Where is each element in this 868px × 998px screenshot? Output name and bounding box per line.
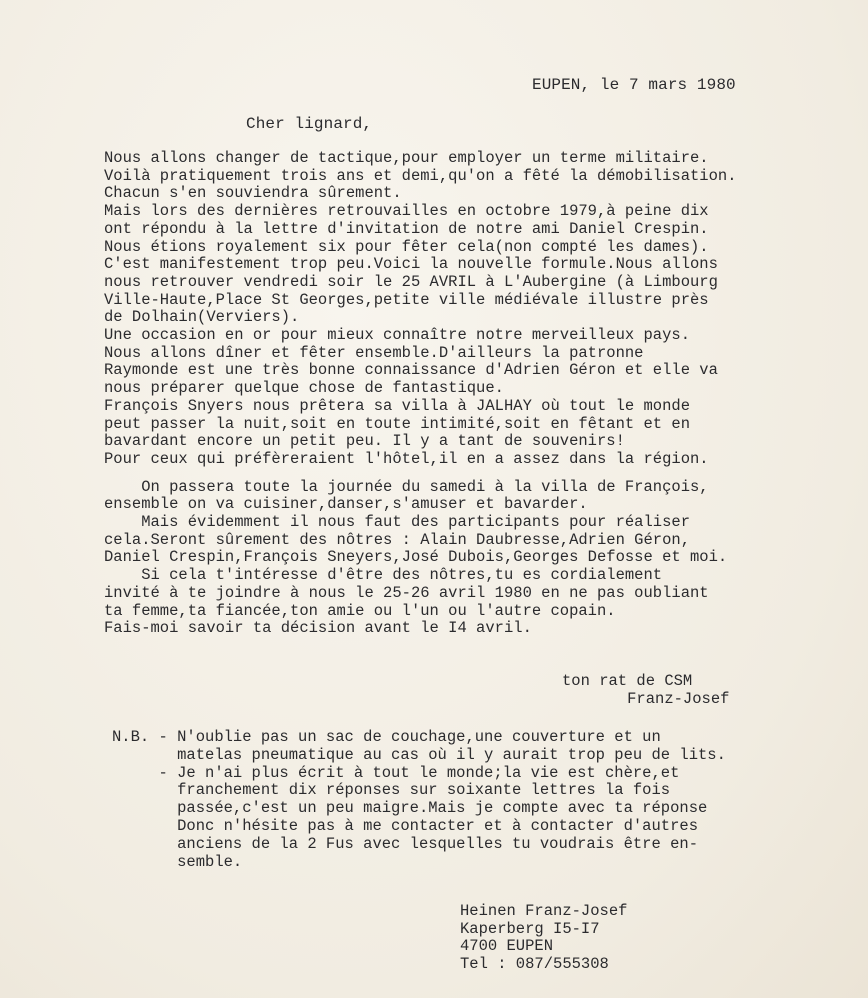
body-line: cela.Seront sûrement des nôtres : Alain Daubresse,Adrien Géron, bbox=[104, 530, 690, 549]
body-line: Pour ceux qui préfèreraient l'hôtel,il en a assez dans la région. bbox=[104, 449, 709, 468]
address-line: Heinen Franz-Josef bbox=[460, 902, 628, 920]
nb-line: Donc n'hésite pas à me contacter et à contacter d'autres bbox=[112, 816, 698, 835]
sender-address bbox=[460, 903, 627, 973]
body-line: ensemble on va cuisiner,danser,s'amuser et bavarder. bbox=[104, 495, 588, 514]
body-line: Daniel Crespin,François Sneyers,José Dubois,Georges Defosse et moi. bbox=[104, 548, 728, 567]
salutation: Cher lignard, bbox=[246, 115, 373, 133]
body-line: François Snyers nous prêtera sa villa à JALHAY où tout le monde bbox=[104, 396, 690, 415]
body-line: nous préparer quelque chose de fantastique. bbox=[104, 379, 504, 398]
letter-body bbox=[104, 150, 737, 638]
body-line: ont répondu à la lettre d'invitation de notre ami Daniel Crespin. bbox=[104, 219, 709, 238]
nb-line: franchement dix réponses sur soixante lettres la fois bbox=[112, 781, 671, 800]
body-line: Une occasion en or pour mieux connaître notre merveilleux pays. bbox=[104, 326, 690, 345]
body-line: peut passer la nuit,soit en toute intimité,soit en fêtant et en bbox=[104, 414, 690, 433]
body-line: Voilà pratiquement trois ans et demi,qu'on a fêté la démobilisation. bbox=[104, 166, 737, 185]
nb-line: passée,c'est un peu maigre.Mais je compte avec ta réponse bbox=[112, 799, 708, 818]
address-line: Tel : 087/555308 bbox=[460, 954, 609, 973]
body-line: C'est manifestement trop peu.Voici la nouvelle formule.Nous allons bbox=[104, 255, 718, 274]
body-line: Chacun s'en souviendra sûrement. bbox=[104, 184, 402, 203]
body-line: bavardant encore un petit peu. Il y a tant de souvenirs! bbox=[104, 432, 625, 451]
nb-line: N.B. - N'oublie pas un sac de couchage,une couverture et un bbox=[112, 728, 661, 746]
signoff bbox=[562, 672, 729, 708]
nb-line: matelas pneumatique au cas où il y aurait trop peu de lits. bbox=[112, 745, 726, 764]
nb-line: - Je n'ai plus écrit à tout le monde;la vie est chère,et bbox=[112, 763, 680, 782]
body-line: Si cela t'intéresse d'être des nôtres,tu es cordialement bbox=[104, 566, 663, 585]
nb-line: anciens de la 2 Fus avec lesquelles tu voudrais être en- bbox=[112, 834, 698, 853]
address-line: Kaperberg I5-I7 bbox=[460, 919, 600, 938]
body-line: Mais lors des dernières retrouvailles en octobre 1979,à peine dix bbox=[104, 202, 709, 221]
signoff-line: Franz-Josef bbox=[562, 690, 730, 708]
body-line: Mais évidemment il nous faut des participants pour réaliser bbox=[104, 513, 690, 532]
body-line: Fais-moi savoir ta décision avant le I4 avril. bbox=[104, 619, 532, 638]
body-line: Ville-Haute,Place St Georges,petite ville médiévale illustre près bbox=[104, 290, 709, 309]
body-line: invité à te joindre à nous le 25-26 avril 1980 en ne pas oubliant bbox=[104, 583, 709, 602]
body-line: Nous étions royalement six pour fêter cela(non compté les dames). bbox=[104, 237, 709, 256]
body-line: Raymonde est une très bonne connaissance d'Adrien Géron et elle va bbox=[104, 361, 718, 380]
body-line: ta femme,ta fiancée,ton amie ou l'un ou l'autre copain. bbox=[104, 601, 616, 620]
letter-date: EUPEN, le 7 mars 1980 bbox=[532, 76, 736, 94]
nb-line: semble. bbox=[112, 852, 243, 871]
address-line: 4700 EUPEN bbox=[460, 937, 554, 955]
body-line: de Dolhain(Verviers). bbox=[104, 308, 300, 327]
nota-bene bbox=[112, 729, 726, 871]
signoff-line: ton rat de CSM bbox=[562, 672, 693, 690]
body-line: nous retrouver vendredi soir le 25 AVRIL à L'Aubergine (à Limbourg bbox=[104, 272, 718, 291]
body-line: On passera toute la journée du samedi à la villa de François, bbox=[104, 477, 709, 496]
body-line: Nous allons dîner et fêter ensemble.D'ailleurs la patronne bbox=[104, 343, 644, 362]
body-line: Nous allons changer de tactique,pour employer un terme militaire. bbox=[104, 149, 709, 167]
